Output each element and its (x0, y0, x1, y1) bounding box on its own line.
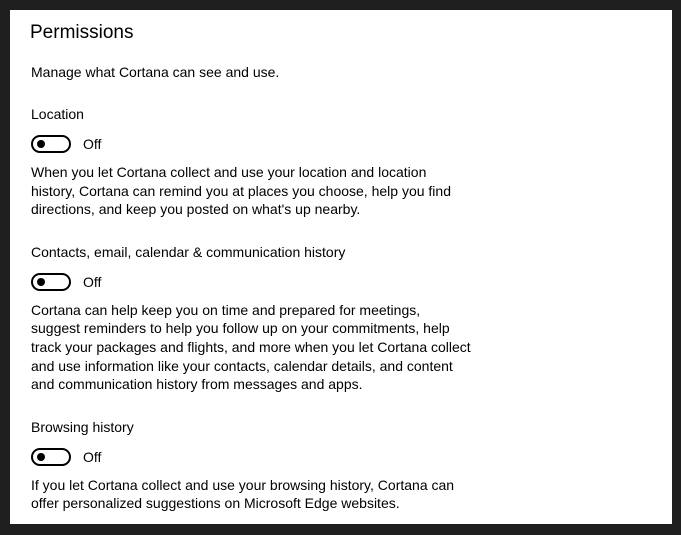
browsing-toggle-row (31, 446, 672, 468)
location-description: When you let Cortana collect and use your location and location history, Cortana can remind you at places you choose, help you find directions, and keep you posted on what's up nearby. (31, 164, 451, 218)
location-toggle-state: Off (83, 136, 102, 152)
contacts-description: Cortana can help keep you on time and prepared for meetings, suggest reminders to help you follow up on your commitments, help track your packages and flights, and more when you let Cortana collect and use information like your contacts, calendar details, and content and communication history from messages and apps. (31, 301, 471, 393)
page-subtitle: Manage what Cortana can see and use. (31, 64, 280, 80)
browsing-description: If you let Cortana collect and use your browsing history, Cortana can offer personalized suggestions on Microsoft Edge websites. (31, 476, 455, 512)
location-toggle[interactable] (31, 135, 71, 153)
contacts-toggle-row (31, 271, 672, 293)
toggle-knob (37, 453, 45, 461)
browsing-toggle[interactable] (31, 448, 71, 466)
browsing-label: Browsing history (31, 418, 134, 435)
page-title: Permissions (30, 22, 134, 43)
toggle-knob (37, 140, 45, 148)
contacts-section (31, 243, 672, 394)
contacts-label: Contacts, email, calendar & communication history (31, 243, 346, 260)
browsing-section (31, 418, 672, 513)
browsing-toggle-state: Off (83, 448, 102, 465)
contacts-toggle-state: Off (83, 273, 102, 290)
location-label: Location (31, 106, 84, 122)
contacts-toggle[interactable] (31, 273, 71, 291)
toggle-knob (37, 278, 45, 286)
location-section (31, 105, 672, 219)
permissions-panel (10, 10, 672, 524)
location-toggle-row (31, 133, 672, 155)
